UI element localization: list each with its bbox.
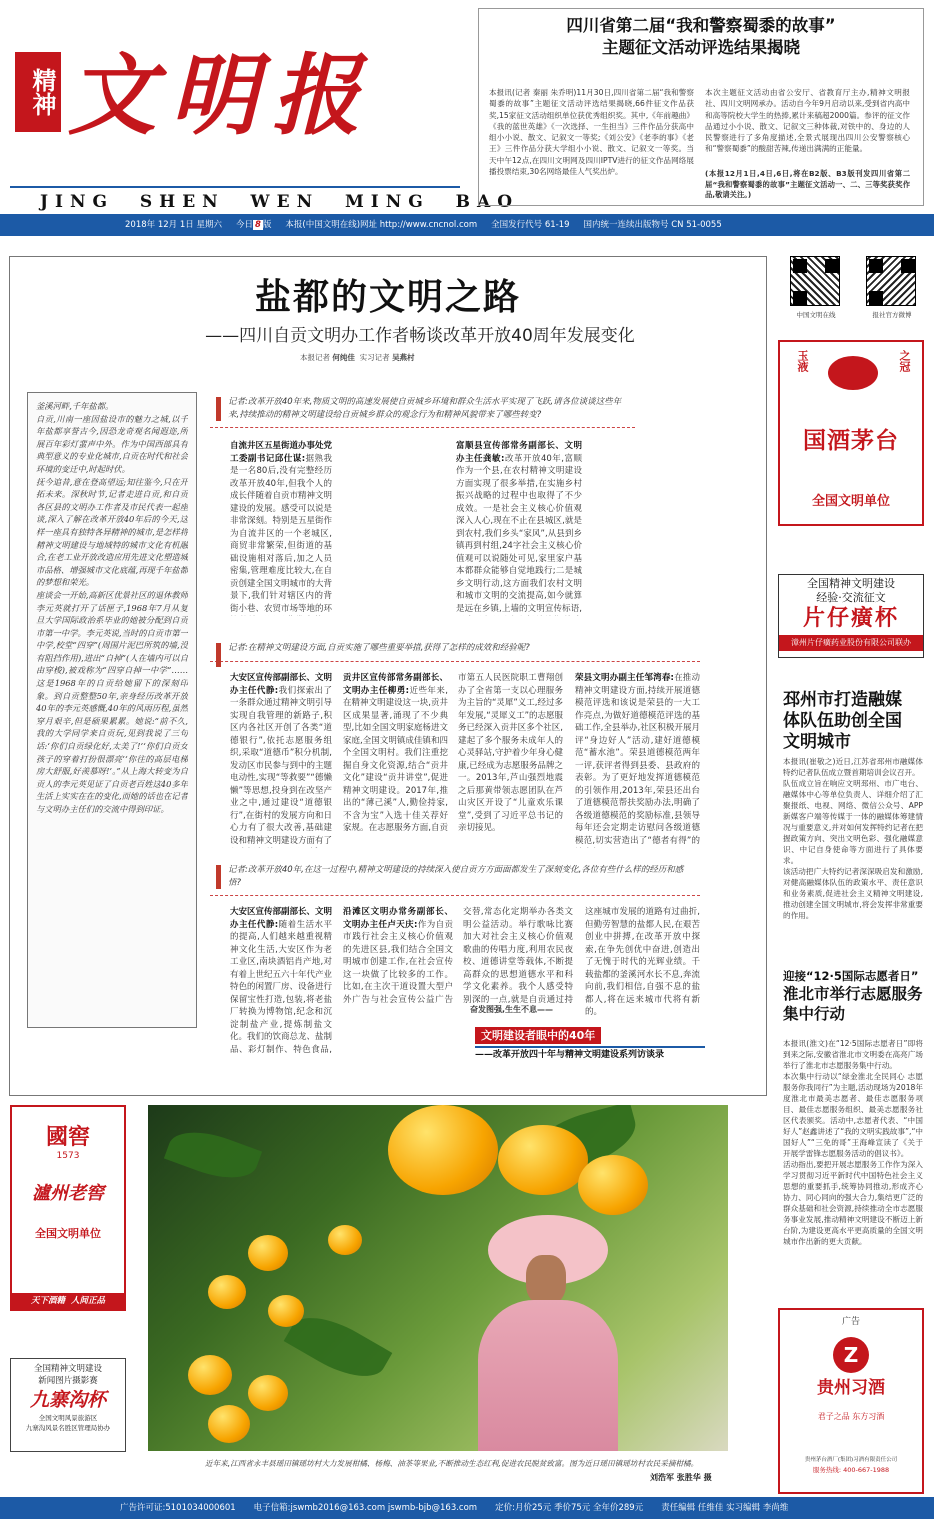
- orange: [248, 1235, 288, 1271]
- editors: 责任编辑 任维佳 实习编辑 李尚维: [661, 1503, 789, 1513]
- ad-pianzaihuang[interactable]: [778, 574, 924, 658]
- answer-1b: 富顺县宣传部常务副部长、文明办主任龚敏:改革开放40年,富顺作为一个县,在农村精神文明建设方面实现了很多举措,在实施乡村振兴战略的过程中也取得了不少成效。一是社会主义核心价值观深入人心,现在不止在县城区,就是到农村,我们乡头“家风”,从县到乡镇再到村组,24字社会主义核心价值观可以说随处可见,家里家户基本都群众能够自觉地践行;二是城乡文明行动,这方面我们农村文明和城市文明的交流提高,如今就算是远在乡镇,上墙的文明宣传标语,: [456, 440, 582, 616]
- feature-title: 盐都的文明之路: [254, 277, 521, 318]
- ad-jzg-brand: 九寨沟杯: [29, 1389, 106, 1411]
- orange: [578, 1155, 648, 1215]
- ad-xijiu-company: 贵州茅台酒厂(集团)习酒有限责任公司: [804, 1457, 898, 1463]
- ad-jiuzhaigou[interactable]: [10, 1358, 126, 1452]
- orange: [188, 1355, 232, 1395]
- orange-harvest-photo: [148, 1105, 728, 1451]
- answer-1b-cont: [592, 440, 692, 616]
- qr-block: [786, 256, 924, 322]
- qr-label-2: 报社官方微博: [872, 311, 912, 319]
- top-news-col-1: 本报讯(记者 秦丽 朱乔明)11月30日,四川省第二届“我和警察蜀黍的故事”主题征文活动评选结果揭晓,66件征文作品获奖,15家征文活动组织单位获优秀组织奖。其中,《年前趣曲》《我的蓝世英雄》《一次选择、一生担当》三件作品分获高中组小小说、散文、记叙文一等奖;《刘公安》《老李的事》《老王》三件作品分获大学组小小说、散文、记叙文一等奖。当天中午12点,在四川文明网及四川IPTV进行的征文作品网络展播投票结束,30名网络最佳人气奖出炉。: [489, 88, 694, 177]
- ad-jzg-line1: 全国精神文明建设: [33, 1364, 102, 1374]
- answer-2c: 荣县文明办副主任邹湾春:在推动精神文明建设方面,持续开展道德模范评选和该说是荣县的一大工作亮点,为做好道德模范评选的基础工作,全县举办,社区积极开展月评“身边好人”活动,建好道德模范“蓄水池”。荣县道德模范两年一评,获评者得到县委、县政府的表彰。为了更好地发挥道德模范的引领作用,2013年,荣县还出台了道德模范帮扶奖励办法,明确了各级道德模范的奖励标准,县领导每年还会定期走访慰问各级道德模范,切实营造出了“德者有得”的: [575, 672, 700, 848]
- footer-bar: [0, 1497, 934, 1519]
- answer-3b-text: 作为自贡市践行社会主义核心价值观的先进区县,我们结合全国文明城市创建工作,在社会宣传这一块做了比较多的工作。比如,在主次干道设置大型户外广告与社会宣传公益广告交替,常态化定期举办各类文明公益活动。举行歌咏比赛加大对社会主义核心价值观歌曲的传唱力度,利用农民夜校、道德讲堂等载体,不断提高群众的思想道德水平和科学文化素养。我个人感受特别深的一点,就是自贡通过持: [343, 907, 573, 1005]
- qr-code-1[interactable]: [790, 256, 840, 306]
- masthead-rule: [10, 186, 460, 188]
- orange: [208, 1405, 250, 1443]
- ad-guojiao-slogan: 天下酒籍 人间正品: [12, 1293, 124, 1309]
- ad-xijiu-brand: 贵州习酒: [817, 1378, 885, 1398]
- top-news-note: (本报12月1日,4日,6日,将在B2版、B3版刊发四川省第二届“我和警察蜀黍的故事”主题征文活动一、二、三等奖获奖作品,敬请关注。): [705, 169, 910, 199]
- pinyin: JING SHEN WEN MING BAO: [40, 192, 520, 212]
- question-2: 记者:在精神文明建设方面,自贡实施了哪些重要举措,获得了怎样的成效和经验呢?: [210, 636, 700, 662]
- orange: [328, 1225, 362, 1255]
- ad-guojiao-brand: 瀘州老窖: [32, 1183, 104, 1204]
- orange: [268, 1295, 304, 1327]
- ad-xijiu-label: 广告: [841, 1317, 860, 1327]
- orange: [208, 1275, 246, 1309]
- date-bar: [0, 214, 934, 236]
- farmer-face: [526, 1255, 566, 1305]
- answer-3-text: 随着生活水平的提高,人们越来越重视精神文化生活,大安区作为老工业区,南块酒铝肖产地,对有着上世纪五六十年代产业特色的闲置厂房、设备进行保留宝性打造,包装,将老盐厂转换为博物馆,纪念和沉淀制盐产业,提炼制盐文化。我们的饮商总龙、盐制品、彩灯制作、特色食品,: [230, 919, 332, 1054]
- news-pizhou-body: 本报讯(崔敬之)近日,江苏省邳州市融媒体特约记者队伍成立暨首期培训会议召开。 队伍成立旨在响应文明邳州、市广电台、融媒体中心等单位负责人、详细介绍了汇聚报纸、电视、网络、微信公众号、APP新媒客户端等传媒于一体的融媒体筹建情况与重要意义,并对如何发挥特约记者在把握政策方向、突出文明色彩、强化融媒意识、中记自身使命等方面进行了具体要求。 该活动把广大特约记者深深吸启发和激励,对健高融媒体队伍的政策水平、责任意识和业务素质,促进社会主义精神文明建设,推动创建全国文明城市,将会发挥非常重要的作用。: [783, 757, 923, 920]
- top-news-title-1: 四川省第二届“我和警察蜀黍的故事”: [566, 16, 836, 35]
- photo-caption: 近年来,江西省永丰县瑶田镇瑶坊村大力发展柑橘、杨梅、油茶等果业,不断推动生态红利,促进农民脱贫致富。图为近日瑶田镇瑶坊村农民采摘柑橘。: [205, 1459, 699, 1468]
- ad-moutai-top-left: 玉液: [796, 350, 809, 372]
- price: 定价:月价25元 季价75元 全年价289元: [495, 1503, 644, 1513]
- ad-jzg-sub1: 全国文明风景旅游区: [38, 1414, 98, 1422]
- ad-pzh-sponsor: 漳州片仔癀药业股份有限公司联办: [779, 635, 923, 651]
- feature-sidebar-text: 釜溪河畔,千年盐都。 自贡,川南一座因盐设市的魅力之城,以千年盐都享誉古今,因恐龙奇观名闻遐迩,所展百年彩灯蜚声中外。作为中国西部具有典型意义的专业化城市,自贡在时代和社会环境的变迁中,时起时伏。 抚今追昔,意在登高望远;知往鉴今,只在开拓未来。深秋时节,记者走进自贡,和自贡各区县的文明办工作者及市民代表一起座谈,深入了解在改革开放40年后的今天,这样一座具有独特各异精神的城市,是怎样将精神文明建设与地域特的城市文化有机融合,在老工业开放改造应用先进文化塑造城市品格、增强城市文化底蕴,再现千年盐都的梦想和荣光。 座谈会一开始,高新区优景社区的退休教师李元英就打开了话匣子,1968年7月从复旦大学国际政治系毕业的她被分配到自贡市第一中学。李元英说,当时的自贡市第一中学,校堂“四穿”(周围片泥巴所筑的墙,没有阻挡作用),进出“自掉”(人在墙内可以自由穿梭),被戏称为“四穿自掉一中学”……这是1968年的自贡给她留下的深刻印象。到自贡整整50年,亲身经历改革开放40年的李元英感慨,40年的风雨历程,虽然穿月艰辛,但是硕果累累。她说:“前不久,我的大学同学来自贡玩,见到我说了三句话:‘你们自贡绿化好,太美了!’‘你们自贡女孩子的穿着打扮很漂亮’‘你往的高层电梯房大舒服,好羡慕呀!’。”从上海大转变为自贡人的李元英见证了自贡老百姓这40多年生活上实实在在的变化,而她的话也在记者与文明办主任们的交流中得到印证。: [36, 401, 188, 814]
- ad-moutai[interactable]: [778, 340, 924, 526]
- answer-2b: 贡井区宣传部常务副部长、文明办主任柳勇:近些年来,在精神文明建设这一块,贡井区成果显著,涌现了不少典型,比如全国文明家庭杨进文家庭,全国文明镇成佳镇和四个全国文明村。我们注重挖掘自身文化资源,结合“贡井文化”建设“贡井讲堂”,促进精神文明建设。2017年,推出的“薄己溪”人,勤俭持家,不含为宝”入选十佳关荐好家规。在志愿服务方面,自贡市第五人民医院职工曹翔创办了全省第一支以心理服务为主旨的“灵犀”义工,经过多年发展,“灵犀义工”的志愿服务已经深入贡井区多个社区,建起了多个服务未成年人的心灵驿站,守护着少年身心健康,已经成为志愿服务品牌之一。2013年,芦山强烈地震之后那黄带领志愿团队在芦山灾区开设了“儿童欢乐课堂”,受到了习近平总书记的亲切接见。: [343, 673, 563, 833]
- feature-subtitle: ——四川自贡文明办工作者畅谈改革开放40周年发展变化: [205, 326, 635, 346]
- answer-3b: 沿滩区文明办常务副部长、文明办主任卢天庆:作为自贡市践行社会主义核心价值观的先进区县,我们结合全国文明城市创建工作,在社会宣传这一块做了比较多的工作。比如,在主次干道设置大型户外广告与社会宣传公益广告交替,常态化定期举办各类文明公益活动。举行歌咏比赛加大对社会主义核心价值观歌曲的传唱力度,利用农民夜校、道德讲堂等载体,不断提高群众的思想道德水平和科学文化素养。我个人感受特别深的一点,就是自贡通过持: [343, 906, 573, 1018]
- news-pizhou-title: 邳州市打造融媒体队伍助创全国文明城市: [783, 690, 902, 752]
- leaf: [164, 1121, 262, 1189]
- date: 2018年 12月 1日 星期六: [125, 220, 222, 230]
- ad-xijiu[interactable]: [778, 1308, 924, 1494]
- answer-2c-text: 在推动精神文明建设方面,持续开展道德模范评选和该说是荣县的一大工作亮点,为做好道德模范评选的基础工作,全县举办,社区积极开展月评“身边好人”活动,建好道德模范“蓄水池”。荣县道德模范两年一评,获评者得到县委、县政府的表彰。为了更好地发挥道德模范的引领作用,2013年,荣县还出台了道德模范帮扶奖励办法,明确了各级道德模范的奖励标准,县领导每年还会定期走访慰问各级道德模范,切实营造出了“德者有得”的: [575, 673, 700, 846]
- cn-code: 国内统一连续出版物号 CN 51-0055: [583, 220, 722, 230]
- logo-small-badge: [15, 52, 61, 132]
- answer-1-col-1: 自流井区五星街道办事处党工委副书记邱仕谋:据熟我是一名80后,没有完整经历改革开放40年,但我个人的成长伴随着自贡市精神文明建设的发展。感受可以说是非常深刻。特别是五星街作为自流井区的一个老城区,商贸非常繁荣,但街道的基础设施相对落后,加之人员密集,管理难度比较大,在自贡创建全国文明城市的大背景下,我们针对辖区内的背街小巷、农贸市场等地的环: [230, 440, 332, 616]
- ad-xijiu-slogan: 君子之品 东方习酒: [817, 1412, 885, 1421]
- orange: [498, 1125, 588, 1195]
- ad-jzg-sub2: 九寨沟风景名胜区管理局协办: [25, 1424, 111, 1432]
- news-huaibei-body: 本报讯(淮文)在“12·5国际志愿者日”即将到来之际,安徽省淮北市文明委在高亮广场举行了淮北市志愿服务集中行动。 本次集中行动以“绿金淮北全民同心 志愿服务你我同行”为主题,活动现场为2018年度淮北市最美志愿者、最佳志愿服务项目、最佳志愿服务组织、最美志愿服务社区代表颁奖。活动中,志愿者代表、“中国好人”赵鑫讲述了“我的文明实践故事”,“中国好人”“三免的哥”王海峰宣读了《关于开展学雷锋志愿服务活动的倡议书》。 活动指出,要把开展志愿服务工作作为深入学习贯彻习近平新时代中国特色社会主义思想的重要抓手,统筹协同推动,形成齐心协力、同心同向的强大合力,集结更广泛的群众基础和社会资源,持续推动全市志愿服务事业发展,推动精神文明建设不断迈上新台阶,为建设更高水平更高质量的全国文明城市作出新的更大贡献。: [783, 1039, 923, 1246]
- ad-license: 广告许可证:5101034000601: [120, 1503, 236, 1513]
- orange: [388, 1105, 498, 1195]
- ad-pzh-line1: 全国精神文明建设: [807, 577, 895, 590]
- ad-guojiao[interactable]: [10, 1105, 126, 1311]
- ad-moutai-brand: 国酒茅台: [803, 427, 899, 454]
- qr-code-2[interactable]: [866, 256, 916, 306]
- question-3: 记者:改革开放40年,在这一过程中,精神文明建设的持续深入使自贡方方面面都发生了深刻变化,各位有些什么样的经历和感悟?: [210, 858, 700, 896]
- answer-2-text: 我们探索出了一条群众通过精神文明引导实现自我管理的新路子,积区内各社区开创了各类“道德银行”,依托志愿服务组织,采取“道德币”积分机制,发动区市民参与到中的主题电动性,实现“等救要”“德懒懒”等思想,投身到在改坚产业之中,通过建设“道德银行”,在街村的发展方向和日心力有了很大改善,基础建设和精神文明建设方面有了: [230, 685, 332, 846]
- answer-1b-text: 改革开放40年,富顺作为一个县,在农村精神文明建设方面实现了很多举措,在实施乡村振兴战略的过程中也取得了不少成效。一是社会主义核心价值观深入人心,现在不止在县城区,就是到农村,我们乡头“家风”,从县到乡镇再到村组,24字社会主义核心价值观可以说随处可见,家里家户基本都群众能够自觉地践行;二是城乡文明行动,这方面我们农村文明和城市文明的交流提高,如今就算是远在乡镇,上墙的文明宣传标语,: [456, 453, 582, 614]
- farmer-body: [478, 1300, 618, 1451]
- photo-credit: 刘浩军 张胜华 摄: [650, 1473, 712, 1482]
- logo-small: 精神: [28, 68, 57, 116]
- ad-moutai-logo: [828, 356, 878, 390]
- masthead: [10, 40, 520, 212]
- series-subtitle: ——改革开放四十年与精神文明建设系列访谈录: [475, 1046, 705, 1062]
- ad-moutai-top-right: 之冠: [898, 350, 911, 372]
- qr-label-1: 中国文明在线: [796, 311, 836, 319]
- answer-1b-col: [343, 440, 445, 616]
- ad-pzh-brand: 片仔癀杯: [802, 606, 899, 631]
- website[interactable]: 本报(中国文明在线)网址 http://www.cncnol.com: [285, 220, 478, 230]
- ad-moutai-unit: 全国文明单位: [811, 494, 890, 509]
- series-title: 文明建设者眼中的40年: [475, 1027, 601, 1044]
- email[interactable]: 电子信箱:jswmb2016@163.com jswmb-bjb@163.com: [253, 1503, 478, 1513]
- ad-jzg-line2: 新闻图片摄影赛: [38, 1376, 98, 1386]
- ad-guojiao-unit: 全国文明单位: [35, 1227, 101, 1240]
- pages: 今日 8 版: [235, 220, 272, 230]
- top-news-box: [478, 8, 924, 206]
- closing-line: 奋发图强,生生不息——: [470, 1005, 554, 1014]
- logo-big: 文明报: [68, 43, 375, 147]
- answer-3c: 这座城市发展的道路有过曲折,但勤劳智慧的盐都人民,在艰苦创业中拼搏,在改革开放中探索,在争先创优中奋进,创造出了无愧于时代的光辉业绩。千载盐都的釜溪河水长不息,奔流向前,我们相信,自强不息的盐都人,将在远来城市代将有新的。: [585, 907, 700, 1017]
- ad-pzh-line2: 经验·交流征文: [816, 591, 886, 604]
- feature-byline: 本报记者 何纯佳 实习记者 吴燕村: [300, 353, 415, 362]
- series-banner: [475, 1024, 705, 1058]
- news-huaibei-title: 迎接“12·5国际志愿者日” 淮北市举行志愿服务集中行动: [783, 969, 923, 1023]
- issue-code: 全国发行代号 61-19: [491, 220, 570, 230]
- answer-3: 大安区宣传部副部长、文明办主任代静:随着生活水平的提高,人们越来越重视精神文化生活,大安区作为老工业区,南块酒铝肖产地,对有着上世纪五六十年代产业特色的闲置厂房、设备进行保留宝性打造,包装,将老盐厂转换为博物馆,纪念和沉淀制盐产业,提炼制盐文化。我们的饮商总龙、盐制品、彩灯制作、特色食品,: [230, 906, 332, 1054]
- ad-xijiu-hotline: 服务热线: 400-667-1988: [812, 1466, 890, 1474]
- orange: [248, 1375, 288, 1411]
- ad-guojiao-name: 國窖: [45, 1124, 90, 1150]
- answer-1-text: 据熟我是一名80后,没有完整经历改革开放40年,但我个人的成长伴随着自贡市精神文明建设的发展。感受可以说是非常深刻。特别是五星街作为自流井区的一个老城区,商贸非常繁荣,但街道的基础设施相对落后,加之人员密集,管理难度比较大,在自贡创建全国文明城市的大背景下,我们针对辖区内的背街小巷、农贸市场等地的环: [230, 453, 332, 614]
- question-1: 记者:改革开放40年来,物质文明的高速发展使自贡城乡环境和群众生活水平实现了飞跃,请各位谈谈这些年来,持续推动的精神文明建设给自贡城乡群众的观念行为和精神风貌带来了哪些转变?: [210, 390, 635, 428]
- answer-2b-text: 近些年来,在精神文明建设这一块,贡井区成果显著,涌现了不少典型,比如全国文明家庭杨进文家庭,全国文明镇成佳镇和四个全国文明村。我们注重挖掘自身文化资源,结合“贡井文化”建设“贡井讲堂”,促进精神文明建设。2017年,推出的“薄己溪”人,勤俭持家,不含为宝”入选十佳关荐好家规。在志愿服务方面,自贡市第五人民医院职工曹翔创办了全省第一支以心理服务为主旨的“灵犀”义工,经过多年发展,“灵犀义工”的志愿服务已经深入贡井区多个社区,建起了多个服务未成年人的心灵驿站,守护着少年身心健康,已经成为志愿服务品牌之一。2013年,芦山强烈地震之后那黄带领志愿团队在芦山灾区开设了“儿童欢乐课堂”,受到了习近平总书记的亲切接见。: [343, 673, 563, 833]
- ad-guojiao-year: 1573: [56, 1151, 80, 1161]
- top-news-col-2: 本次主题征文活动由省公安厅、省教育厅主办,精神文明报社、四川文明网承办。活动自今年9月启动以来,受到省内高中和高等院校大学生的热捧,累计来稿超2000篇。参评的征文作品通过小小说、散文、记叙文三种体裁,对铁中的、身边的人民警察进行了多角度描述,全景式展现出四川公安警察核心和“警察蜀黍”的酸甜苦辣,传递出满满的正能量。: [705, 88, 910, 154]
- answer-2: 大安区宣传部副部长、文明办主任代静:我们探索出了一条群众通过精神文明引导实现自我管理的新路子,积区内各社区开创了各类“道德银行”,依托志愿服务组织,采取“道德币”积分机制,发动区市民参与到中的主题电动性,实现“等救要”“德懒懒”等思想,投身到在改坚产业之中,通过建设“道德银行”,在街村的发展方向和日心力有了很大改善,基础建设和精神文明建设方面有了: [230, 672, 332, 848]
- ad-xijiu-logo: Z: [833, 1337, 869, 1373]
- top-news-title-2: 主题征文活动评选结果揭晓: [602, 38, 800, 57]
- pages-num: 8: [254, 220, 261, 230]
